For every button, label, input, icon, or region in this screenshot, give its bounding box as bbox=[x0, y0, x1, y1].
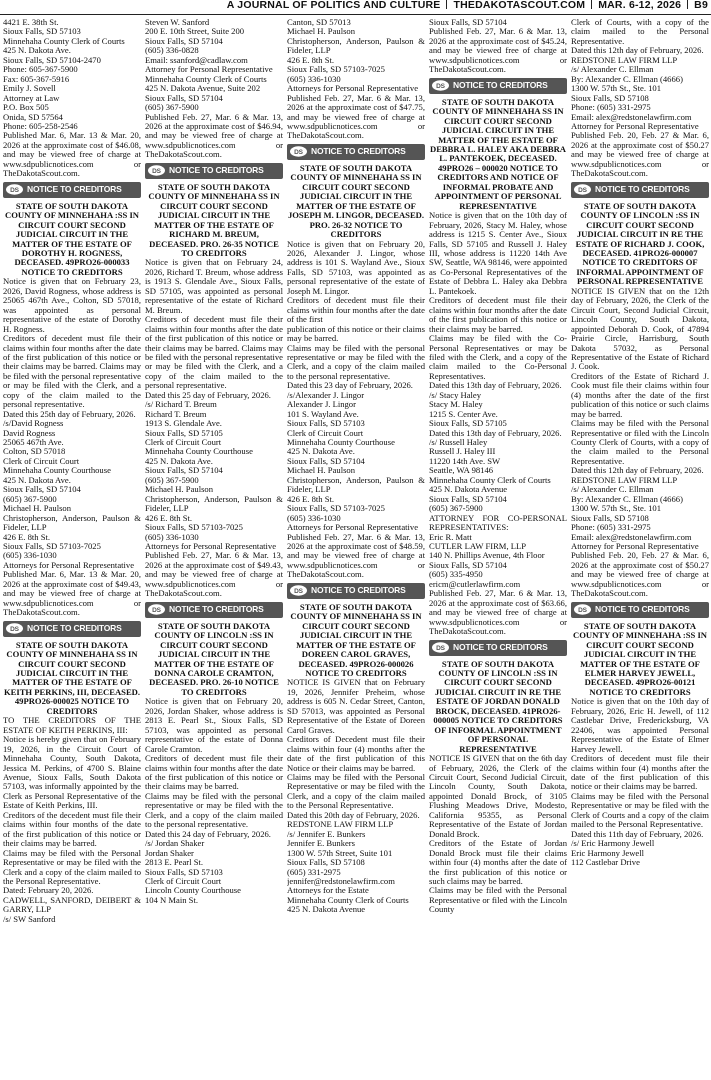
notice-text: 425 N. Dakota Avenue bbox=[429, 484, 508, 495]
scout-logo-icon bbox=[431, 641, 450, 654]
notice-text: /s/ Russell Haley bbox=[429, 437, 488, 448]
notice-text: Clerk of Circuit Court bbox=[287, 427, 364, 438]
notice-text: ATTORNEY FOR CO-PERSONAL REPRESENTATIVES: bbox=[429, 512, 567, 533]
notice-text: Notice is given that on February 20, 2026, Alexander J. Lingor, whose address is 101 S. Wayland Ave., Sioux Falls, SD 57103, was appointed as personal representative of the estate of Joseph M. Lingor. bbox=[287, 238, 425, 296]
notice-text: Sioux Falls, SD 57104 bbox=[429, 559, 507, 570]
notice-text: Onida, SD 57564 bbox=[3, 111, 63, 122]
notice-text: Sioux Falls, SD 57103 bbox=[3, 26, 81, 37]
notice-text: 1215 S. Center Ave. bbox=[429, 408, 498, 419]
notice-text: Jordan Shaker bbox=[145, 847, 194, 858]
notice-text: /s/ Jennifer E. Bunkers bbox=[287, 828, 366, 839]
notice-text: Eric R. Matt bbox=[429, 531, 472, 542]
notice-text: Notice is hereby given that on February 19, 2026, in the Circuit Court of Minnehaha County, South Dakota, Jessica M. Perkins, of 4700 S. Blaine Avenue, Sioux Falls, South Dakota 57103, was informally appointed by the Clerk as Personal Representative of the Estate of Keith Perkins, III. bbox=[3, 734, 141, 811]
notice-text: ericm@cutlerlawfirm.com bbox=[429, 578, 521, 589]
notice-text: CADWELL, SANFORD, DEIBERT & GARRY, LLP bbox=[3, 894, 141, 915]
notice-text: (605) 367-5900 bbox=[145, 102, 199, 113]
notice-text: Claims may be filed with the personal representative or may be filed with the Clerk, and a copy of the claim mailed to the personal representative. bbox=[145, 790, 283, 830]
notice-text: Sioux Falls, SD 57104 bbox=[287, 455, 365, 466]
notice-text: /s/ Stacy Haley bbox=[429, 389, 482, 400]
header-divider bbox=[687, 0, 688, 9]
notice-text: 425 N. Dakota Ave. bbox=[3, 474, 71, 485]
notice-text: Minnehaha County Courthouse bbox=[145, 446, 253, 457]
notice-text: Russell J. Haley III bbox=[429, 446, 496, 457]
notice-text: Attorney for Personal Representative bbox=[571, 541, 699, 552]
scout-logo-icon bbox=[573, 603, 592, 616]
notice-text: 425 N. Dakota Avenue, Suite 202 bbox=[145, 83, 261, 94]
case-caption: STATE OF SOUTH DAKOTA COUNTY OF LINCOLN :SS IN CIRCUIT COURT SECOND JUDICIAL CIRCUIT IN THE MATTER OF THE ESTATE OF DONNA CAROLE CRAMTON, DECEASED. PRO. 26-10 NOTICE TO CREDITORS bbox=[149, 620, 279, 697]
header-line bbox=[227, 0, 708, 11]
notice-text: Dated this 13th day of February, 2026. bbox=[429, 427, 562, 438]
notice-text: /s/ Richard T. Breum bbox=[145, 399, 217, 410]
notice-text: Published Mar. 6, Mar. 13 & Mar. 20, 2026 at the approximate cost of $46.08, and may be viewed free of charge at www.sdpublicnotices.com or TheDakotaScout.com. bbox=[3, 130, 141, 179]
notice-text: Dated this 25th day of February, 2026. bbox=[3, 408, 136, 419]
banner-label: NOTICE TO CREDITORS bbox=[595, 604, 690, 614]
banner-label: NOTICE TO CREDITORS bbox=[453, 641, 548, 652]
notice-text: Jennifer E. Bunkers bbox=[287, 838, 356, 849]
notice-to-creditors-banner bbox=[571, 602, 709, 618]
notice-text: P.O. Box 505 bbox=[3, 102, 49, 113]
notice-text: Claims may be filed with the Personal Representative or filed with the Lincoln County bbox=[429, 885, 567, 915]
notice-text: Creditors of the decedent must file their claims within four months of the date of the first publication of this notice or their claims may be barred. bbox=[3, 809, 141, 849]
case-caption: STATE OF SOUTH DAKOTA COUNTY OF MINNEHAHA SS IN CIRCUIT COURT SECOND JUDICIAL CIRCUIT IN THE MATTER OF THE ESTATE OF JOSEPH M. LINGOR, DECEASED. PRO. 26-32 NOTICE TO CREDITORS bbox=[287, 162, 425, 240]
notice-to-creditors-banner bbox=[429, 78, 567, 94]
notice-text: Claims may be filed with the Personal Representative or filed with the Lincoln County Clerk of Courts, with a copy of the claim mailed to the Personal Representative. bbox=[571, 418, 709, 466]
notice-text: Notice is given that on the 10th day of February, 2026, Stacy M. Haley, whose address is 1215 S. Center Ave., Sioux Falls, SD 57105 and Russell J. Haley III, whose address is 11220 14th Ave SW, Seattle, WA 98146, were appointed as Co-Personal Representatives of the Estate of Debbra L. Haley aka Debbra L. Pantekoek. bbox=[429, 210, 567, 296]
notice-text: 425 N. Dakota Ave. bbox=[145, 455, 213, 466]
notice-text: Christopherson, Anderson, Paulson & Fideler, LLP bbox=[145, 493, 283, 514]
notice-text: /s/Alexander J. Lingor bbox=[287, 389, 365, 400]
notice-text: Sioux Falls, SD 57105 bbox=[429, 418, 507, 429]
banner-label: NOTICE TO CREDITORS bbox=[311, 146, 406, 157]
notice-text: Sioux Falls, SD 57104 bbox=[145, 465, 223, 476]
notice-to-creditors-banner bbox=[3, 621, 141, 637]
notice-text: (605) 367-5900 bbox=[145, 474, 199, 485]
scout-logo-icon bbox=[147, 164, 166, 177]
case-caption: STATE OF SOUTH DAKOTA COUNTY OF MINNEHAHA SS IN CIRCUIT COURT SECOND JUDICIAL CIRCUIT IN THE MATTER OF THE ESTATE OF DOREEN CAROL GRAVES, DECEASED. 49PRO26-000026 NOTICE TO CREDITORS bbox=[290, 601, 422, 678]
notice-text: TO THE CREDITORS OF THE ESTATE OF KEITH PERKINS, III: bbox=[3, 715, 141, 735]
notice-column-2 bbox=[145, 18, 283, 1078]
notice-text: Attorney for Personal Representative bbox=[571, 120, 699, 131]
notice-text: Dated this 11th day of February, 2026. bbox=[571, 828, 704, 839]
notice-text: Seattle, WA 98146 bbox=[429, 465, 494, 476]
notice-text: Eric Harmony Jewell bbox=[571, 847, 645, 858]
notice-text: Dated this 25 day of February, 2026. bbox=[145, 389, 271, 400]
notice-text: REDSTONE LAW FIRM LLP bbox=[571, 54, 678, 65]
notice-text: Minnehaha County Clerk of Courts bbox=[429, 474, 551, 485]
notice-text: 1300 W. 57th St., Ste. 101 bbox=[571, 503, 662, 514]
banner-label: NOTICE TO CREDITORS bbox=[311, 585, 406, 596]
notice-text: Dated this 12th day of February, 2026. bbox=[571, 465, 704, 476]
case-caption: STATE OF SOUTH DAKOTA COUNTY OF MINNEHAHA SS IN CIRCUIT COURT SECOND JUDICIAL CIRCUIT IN THE MATTER OF THE ESTATE OF KEITH PERKINS, III, DECEASED. 49PRO26-000025 NOTICE TO CREDITORS bbox=[3, 639, 141, 716]
notice-text: 1300 W. 57th Street, Suite 101 bbox=[287, 847, 393, 858]
notice-text: Email: alex@redstonelawfirm.com bbox=[571, 111, 692, 122]
svg-text:DS: DS bbox=[294, 588, 303, 596]
notice-text: NOTICE IS GIVEN that on the 12th day of February, 2026, the Clerk of the Circuit Court, Second Judicial Circuit, Lincoln County, South Dakota, appointed Deborah D. Cook, of 47894 Prairie Circle, Harrisburg, South Dakota 57032, as Personal Representative of the Estate of Richard J. Cook. bbox=[571, 285, 709, 372]
notice-text: Claims may be filed with the Personal Representative or may be filed with the Clerk and a copy of the claim mailed to the Personal Representative. bbox=[3, 847, 141, 886]
notice-text: (605) 336-0828 bbox=[145, 45, 199, 56]
notice-text: (605) 331-2975 bbox=[287, 866, 341, 877]
case-caption: STATE OF SOUTH DAKOTA COUNTY OF MINNEHAHA :SS IN CIRCUIT COURT SECOND JUDICIAL CIRCUIT IN THE MATTER OF THE ESTATE OF DOROTHY H. ROGNESS, DECEASED. 49PRO26-000033 NOTICE TO CREDITORS bbox=[4, 200, 139, 277]
notice-text: 425 N. Dakota Avenue bbox=[287, 904, 366, 915]
notice-text: Dated this 20th day of February, 2026. bbox=[287, 809, 420, 820]
notice-to-creditors-banner bbox=[3, 182, 141, 198]
notice-text: Creditors of the Estate of Richard J. Cook must file their claims within four (4) months after the date of the first publication of this notice or such claims may be barred. bbox=[571, 370, 709, 419]
notice-text: Lincoln County Courthouse bbox=[145, 885, 241, 896]
scout-logo-icon bbox=[5, 622, 24, 635]
banner-label: NOTICE TO CREDITORS bbox=[169, 604, 264, 614]
notice-text: Attorneys for Personal Representative bbox=[287, 83, 419, 94]
notice-to-creditors-banner bbox=[145, 163, 283, 179]
notice-text: 426 E. 8th St. bbox=[287, 54, 335, 65]
banner-label: NOTICE TO CREDITORS bbox=[169, 165, 264, 176]
case-caption: STATE OF SOUTH DAKOTA COUNTY OF LINCOLN :SS IN CIRCUIT COURT SECOND JUDICIAL CIRCUIT IN RE THE ESTATE OF RICHARD J. COOK, DECEASED. 41PRO26-000007 NOTICE TO CREDITORS OF INFORMAL APPOINTMENT OF PERSONAL REPRESENTATIVE bbox=[575, 200, 705, 287]
notice-text: 2813 E. Pearl St. bbox=[145, 857, 204, 868]
scout-logo-icon bbox=[289, 145, 308, 158]
notice-text: Stacy M. Haley bbox=[429, 399, 483, 410]
banner-label: NOTICE TO CREDITORS bbox=[27, 183, 122, 194]
header-divider bbox=[446, 0, 447, 9]
notice-text: 25065 467th Ave. bbox=[3, 437, 64, 448]
notice-text: Phone: 605-367-5900 bbox=[3, 64, 78, 75]
notice-text: Claims may be filed with the Personal Representative or may be filed with the Clerk of Courts and a copy of the claim mailed to the Personal Representative. bbox=[571, 790, 709, 830]
notice-text: 112 Castlebar Drive bbox=[571, 857, 640, 868]
notice-text: Phone: (605) 331-2975 bbox=[571, 102, 651, 113]
notice-text: (605) 336-1030 bbox=[145, 531, 199, 542]
notice-text: Dated this 23 day of February, 2026. bbox=[287, 380, 413, 391]
notice-text: Notice is given that on February 23, 2026, David Rogness, whose address is 25065 467th Ave., Colton, SD 57018, was appointed as personal representative of the estate of Dorothy H. Rogness. bbox=[3, 276, 141, 334]
notice-text: 4421 E. 38th St. bbox=[3, 18, 59, 27]
notice-text: Attorneys for the Estate bbox=[287, 885, 369, 896]
notice-text: Dated this 24 day of February, 2026. bbox=[145, 828, 271, 839]
notice-text: Attorneys for Personal Representative bbox=[3, 559, 135, 570]
notice-text: Dated: February 20, 2026. bbox=[3, 885, 94, 896]
notice-text: Sioux Falls, SD 57108 bbox=[287, 857, 365, 868]
notice-text: Michael H. Paulson bbox=[145, 484, 214, 495]
scout-logo-icon bbox=[573, 183, 592, 196]
notice-text: /s/ Alexander C. Ellman bbox=[571, 484, 654, 495]
notice-text: Creditors of decedent must file their claims within four months after the date of the first publication of this notice or their claims may be barred. Claims may be filed with the personal representative or may be filed with the Clerk, and a copy of the claim mailed to the personal representative. bbox=[3, 333, 141, 410]
svg-text:DS: DS bbox=[152, 168, 161, 176]
banner-label: NOTICE TO CREDITORS bbox=[27, 622, 122, 633]
notice-text: Sioux Falls, SD 57103-7025 bbox=[287, 64, 385, 75]
notice-text: Dated this 12th day of February, 2026. bbox=[571, 45, 704, 56]
svg-text:DS: DS bbox=[10, 626, 19, 634]
notice-text: 425 N. Dakota Ave. bbox=[287, 446, 355, 457]
notice-text: 426 E. 8th St. bbox=[3, 531, 51, 542]
notice-text: Attorneys for Personal Representative bbox=[287, 522, 419, 533]
notice-text: Dated this 13th day of February, 2026. bbox=[429, 380, 562, 391]
notice-text: Published Feb. 27, Mar. 6 & Mar. 13, 2026 at the approximate cost of $48.59, and may be viewed free of charge at www.sdpublicnotices.com or TheDakotaScout.com. bbox=[287, 531, 425, 580]
svg-text:DS: DS bbox=[294, 149, 303, 157]
notice-text: Published Feb. 27, Mar. 6 & Mar. 13, 2026 at the approximate cost of $63.66, and may be viewed free of charge at www.sdpublicnotices.com or TheDakotaScout.com. bbox=[429, 588, 567, 637]
notice-text: Michael H. Paulson bbox=[287, 26, 356, 37]
notice-text: Christopherson, Anderson, Paulson & Fideler, LLP bbox=[287, 474, 425, 495]
notice-text: Published Feb. 20, Feb. 27 & Mar. 6, 2026 at the approximate cost of $50.27 and may be viewed free of charge at www.sdpublicnotices.com or TheDakotaScout.com. bbox=[571, 550, 709, 599]
notice-text: Clerk of Courts, with a copy of the claim mailed to the Personal Representative. bbox=[571, 18, 709, 46]
notice-to-creditors-banner bbox=[145, 602, 283, 618]
notice-text: Creditors of decedent must file their claims within four months after the date of the first publication of this notice or their claims may be barred. Claims may be filed with the personal representative or may be filed with the Clerk, and a copy of the claim mailed to the personal representative. bbox=[145, 314, 283, 391]
notice-text: Steven W. Sanford bbox=[145, 18, 210, 27]
site-name[interactable]: THEDAKOTASCOUT.COM bbox=[453, 0, 586, 11]
notice-text: Sioux Falls, SD 57104 bbox=[429, 493, 507, 504]
notice-text: Sioux Falls, SD 57103-7025 bbox=[3, 541, 101, 552]
notice-to-creditors-banner bbox=[287, 583, 425, 599]
scout-logo-icon bbox=[147, 603, 166, 616]
notice-text: Clerk of Circuit Court bbox=[145, 875, 222, 886]
svg-text:DS: DS bbox=[578, 187, 587, 195]
notice-text: publication of this notice or their claims may be barred. bbox=[287, 323, 425, 344]
notice-text: Published Feb. 27, Mar. 6 & Mar. 13, 2026 at the approximate cost of $45.24, and may be viewed free of charge at www.sdpublicnotices.com or TheDakotaScout.com. bbox=[429, 26, 567, 75]
notice-text: Sioux Falls, SD 57105 bbox=[145, 427, 223, 438]
notice-text: Clerk of Circuit Court bbox=[145, 437, 222, 448]
notice-text: Attorney at Law bbox=[3, 92, 60, 103]
notice-text: Colton, SD 57018 bbox=[3, 446, 66, 457]
scout-logo-icon bbox=[431, 79, 450, 92]
notice-text: Fax: 605-367-5916 bbox=[3, 73, 70, 84]
banner-label: NOTICE TO CREDITORS bbox=[595, 183, 690, 194]
notice-text: (605) 336-1030 bbox=[3, 550, 57, 561]
notice-text: By: Alexander C. Ellman (4666) bbox=[571, 493, 683, 504]
notice-to-creditors-banner bbox=[571, 182, 709, 198]
notice-text: Notice is given that on February 20, 2026, Jordan Shaker, whose address is 2813 E. Pearl St., Sioux Falls, SD 57103, was appointed as personal representative of the estate of Donna Carole Cramton. bbox=[145, 696, 283, 754]
page-number: B9 bbox=[694, 0, 708, 11]
notice-text: Sioux Falls, SD 57104 bbox=[145, 35, 223, 46]
notice-text: Email: ssanford@cadlaw.com bbox=[145, 54, 248, 65]
notice-text: /s/David Rogness bbox=[3, 418, 64, 429]
notice-text: Emily J. Sovell bbox=[3, 83, 56, 94]
notice-text: Claims may be filed with the Personal Representative or may be filed with the Clerk, and a copy of the claim mailed to the Personal Representative. bbox=[287, 771, 425, 811]
notice-text: Minnehaha County Courthouse bbox=[287, 437, 395, 448]
notice-text: Sioux Falls, SD 57108 bbox=[571, 92, 649, 103]
notice-text: Phone: 605-258-2546 bbox=[3, 120, 78, 131]
notice-text: Minnehaha County Clerk of Courts bbox=[145, 73, 267, 84]
notice-text: (605) 335-4950 bbox=[429, 569, 483, 580]
notice-text: Attorneys for Personal Representative bbox=[145, 541, 277, 552]
notice-text: /s/ Alexander C. Ellman bbox=[571, 64, 654, 75]
notice-text: Minnehaha County Clerk of Courts bbox=[3, 35, 125, 46]
notice-text: REDSTONE LAW FIRM LLP bbox=[287, 819, 394, 830]
notice-text: Canton, SD 57013 bbox=[287, 18, 351, 27]
notice-text: Creditors of decedent must file their claims within four months after the date of the first publication of this notice or their claims may be barred. bbox=[145, 753, 283, 792]
notice-text: Claims may be filed with the personal representative or may be filed with the Clerk, and a copy of the claim mailed to the personal representative. bbox=[287, 342, 425, 381]
svg-text:DS: DS bbox=[436, 83, 445, 91]
notice-text: Creditors of Decedent must file their claims within four (4) months after the date of the first publication of this Notice or their claims may be barred. bbox=[287, 734, 425, 773]
case-caption: STATE OF SOUTH DAKOTA COUNTY OF MINNEHAHA :SS IN CIRCUIT COURT SECOND JUDICIAL CIRCUIT IN THE MATTER OF THE ESTATE OF ELMER HARVEY JEWELL, DECEASED. 49PRO26-00121 NOTICE TO CREDITORS bbox=[572, 620, 707, 697]
banner-label: NOTICE TO CREDITORS bbox=[453, 79, 548, 90]
notice-text: Sioux Falls, SD 57104 bbox=[3, 484, 81, 495]
notice-column-3 bbox=[287, 18, 425, 1078]
notice-text: 140 N. Phillips Avenue, 4th Floor bbox=[429, 550, 545, 561]
notice-text: (605) 336-1030 bbox=[287, 512, 341, 523]
notice-text: 11220 14th Ave. SW bbox=[429, 455, 501, 466]
notice-text: Michael H. Paulson bbox=[3, 503, 72, 514]
notice-text: David Rogness bbox=[3, 427, 56, 438]
notice-text: /s/ Jordan Shaker bbox=[145, 838, 205, 849]
notice-text: Sioux Falls, SD 57104 bbox=[429, 18, 507, 27]
notice-text: 1913 S. Glendale Ave. bbox=[145, 418, 222, 429]
notice-text: Minnehaha County Courthouse bbox=[3, 465, 111, 476]
case-caption: STATE OF SOUTH DAKOTA COUNTY OF LINCOLN :SS IN CIRCUIT COURT SECOND JUDICIAL CIRCUIT IN RE THE ESTATE OF JORDAN DONALD BROCK, DECEASED. 41PRO26-000005 NOTICE TO CREDITORS OF INFORMAL APPOINTMENT OF PERSONAL REPRESENTATIVE bbox=[433, 658, 563, 754]
notice-text: Richard T. Breum bbox=[145, 408, 207, 419]
section-name: A JOURNAL OF POLITICS AND CULTURE bbox=[226, 0, 441, 11]
notice-text: (605) 367-5900 bbox=[429, 503, 483, 514]
notice-column-4 bbox=[429, 18, 567, 1078]
notice-text: By: Alexander C. Ellman (4666) bbox=[571, 73, 683, 84]
notice-text: 426 E. 8th St. bbox=[145, 512, 193, 523]
notice-text: Sioux Falls, SD 57104 bbox=[145, 92, 223, 103]
page-header bbox=[0, 0, 711, 15]
notice-text: Christopherson, Anderson, Paulson & Fideler, LLP bbox=[3, 512, 141, 533]
notice-text: Creditors of decedent must file their claims within four months after the date of the first publication of this notice or their claims may be barred. bbox=[429, 295, 567, 334]
notice-text: Attorney for Personal Representative bbox=[145, 64, 273, 75]
svg-text:DS: DS bbox=[578, 607, 587, 615]
case-caption: STATE OF SOUTH DAKOTA COUNTY OF MINNEHAHA SS IN CIRCUIT COURT SECOND JUDICIAL CIRCUIT IN THE MATTER OF THE ESTATE OF RICHARD M. BREUM, DECEASED. PRO. 26-35 NOTICE TO CREDITORS bbox=[148, 181, 280, 258]
notice-text: Published Feb. 27, Mar. 6 & Mar. 13, 2026 at the approximate cost of $49.43, and may be viewed free of charge at www.sdpublicnotices.com or TheDakotaScout.com. bbox=[145, 550, 283, 599]
scout-logo-icon bbox=[289, 584, 308, 597]
notice-text: Creditors of decedent must file their claims within four (4) months after the date of the first publication of this notice or their claims may be barred. bbox=[571, 753, 709, 792]
notice-text: Creditors of decedent must file their claims within four months after the date of the first bbox=[287, 295, 425, 325]
notice-text: jennifer@redstonelawfirm.com bbox=[287, 875, 395, 886]
notice-text: Sioux Falls, SD 57108 bbox=[571, 512, 649, 523]
notice-text: Sioux Falls, SD 57103-7025 bbox=[287, 503, 385, 514]
svg-text:DS: DS bbox=[436, 645, 445, 653]
notice-text: Published Feb. 27, Mar. 6 & Mar. 13, 2026 at the approximate cost of $47.75, and may be viewed free of charge at www.sdpublicnotices.com or TheDakotaScout.com. bbox=[287, 92, 425, 141]
notice-text: REDSTONE LAW FIRM LLP bbox=[571, 474, 678, 485]
notice-column-1 bbox=[3, 18, 141, 1078]
notice-text: Notice is given that on the 10th day of February, 2026, Eric H. Jewell, of 112 Castlebar Drive, Fredericksburg, VA 22406, was appointed Personal Representative of the Estate of Elmer Harvey Jewell. bbox=[571, 696, 709, 754]
notice-text: 1300 W. 57th St., Ste. 101 bbox=[571, 83, 662, 94]
notice-text: CUTLER LAW FIRM, LLP bbox=[429, 541, 527, 552]
notice-text: Minnehaha County Clerk of Courts bbox=[287, 894, 409, 905]
notice-text: Alexander J. Lingor bbox=[287, 399, 356, 410]
notice-text: Michael H. Paulson bbox=[287, 465, 356, 476]
notice-text: Christopherson, Anderson, Paulson & Fideler, LLP bbox=[287, 35, 425, 56]
svg-text:DS: DS bbox=[152, 607, 161, 615]
notice-text: Clerk of Circuit Court bbox=[3, 455, 80, 466]
issue-date: MAR. 6-12, 2026 bbox=[598, 0, 682, 11]
notice-text: 101 S. Wayland Ave. bbox=[287, 408, 359, 419]
notice-text: 200 E. 10th Street, Suite 200 bbox=[145, 26, 245, 37]
notice-text: (605) 336-1030 bbox=[287, 73, 341, 84]
notice-text: Sioux Falls, SD 57104-2470 bbox=[3, 54, 101, 65]
notice-text: Phone: (605) 331-2975 bbox=[571, 522, 651, 533]
notice-text: Email: alex@redstonelawfirm.com bbox=[571, 531, 692, 542]
case-caption: STATE OF SOUTH DAKOTA COUNTY OF MINNEHAHA SS IN CIRCUIT COURT SECOND JUDICIAL CIRCUIT IN THE MATTER OF THE ESTATE OF DEBBRA L. HALEY AKA DEBBRA L. PANTEKOEK, DECEASED. 49PRO26 – 000020 NOTICE TO CREDITORS AND NOTICE OF INFORMAL PROBATE AND APPOINTMENT OF PERSONAL REPRESENTATIVE bbox=[429, 96, 567, 211]
notice-text: /s/ SW Sanford bbox=[3, 913, 56, 924]
notice-text: Creditors of the Estate of Jordan Donald Brock must file their claims within four (4) months after the date of the first publication of this notice or such claims may be barred. bbox=[429, 838, 567, 886]
scout-logo-icon bbox=[5, 183, 24, 196]
notice-text: Published Feb. 20, Feb. 27 & Mar. 6, 2026 at the approximate cost of $50.27 and may be viewed free of charge at www.sdpublicnotices.com or TheDakotaScout.com. bbox=[571, 130, 709, 179]
notice-text: 426 E. 8th St. bbox=[287, 493, 335, 504]
svg-text:DS: DS bbox=[10, 187, 19, 195]
notice-text: Published Mar. 6, Mar. 13 & Mar. 20, 2026 at the approximate cost of $49.43, and may be viewed free of charge at www.sdpublicnotices.com or TheDakotaScout.com. bbox=[3, 569, 141, 618]
notice-text: Sioux Falls, SD 57103 bbox=[145, 866, 223, 877]
notice-text: NOTICE IS GIVEN that on the 6th day of February, 2026, the Clerk of the Circuit Court, Second Judicial Circuit, Lincoln County, South Dakota, appointed Donald Brock, of 3105 Flushing Meadows Drive, Modesto, California 95355, as Personal Representative of the Estate of Jordan Donald Brock. bbox=[429, 753, 567, 839]
notice-text: (605) 367-5900 bbox=[3, 493, 57, 504]
notice-to-creditors-banner bbox=[429, 640, 567, 656]
notice-text: Claims may be filed with the Co-Personal Representatives or may be filed with the Clerk, and a copy of the claim mailed to the Co-Personal Representatives. bbox=[429, 333, 567, 381]
notice-to-creditors-banner bbox=[287, 144, 425, 160]
notice-text: NOTICE IS GIVEN that on February 19, 2026, Jennifer Preheim, whose address is 605 N. Cedar Street, Canton, SD 57013, was appointed as Personal Representative of the Estate of Doreen Carol Graves. bbox=[287, 677, 425, 735]
notice-text: Published Feb. 27, Mar. 6 & Mar. 13, 2026 at the approximate cost of $46.94, and may be viewed free of charge at www.sdpublicnotices.com or TheDakotaScout.com. bbox=[145, 111, 283, 160]
notice-text: Sioux Falls, SD 57103 bbox=[287, 418, 365, 429]
notice-text: 425 N. Dakota Ave. bbox=[3, 45, 71, 56]
notice-text: Notice is given that on February 24, 2026, Richard T. Breum, whose address is 1913 S. Glendale Ave., Sioux Falls, SD 57105, was appointed as personal representative of the estate of Richard M. Breum. bbox=[145, 257, 283, 315]
notice-column-5 bbox=[571, 18, 709, 1078]
header-divider bbox=[591, 0, 592, 9]
notice-text: 104 N Main St. bbox=[145, 894, 198, 905]
notice-text: Sioux Falls, SD 57103-7025 bbox=[145, 522, 243, 533]
notice-text: /s/ Eric Harmony Jewell bbox=[571, 838, 655, 849]
